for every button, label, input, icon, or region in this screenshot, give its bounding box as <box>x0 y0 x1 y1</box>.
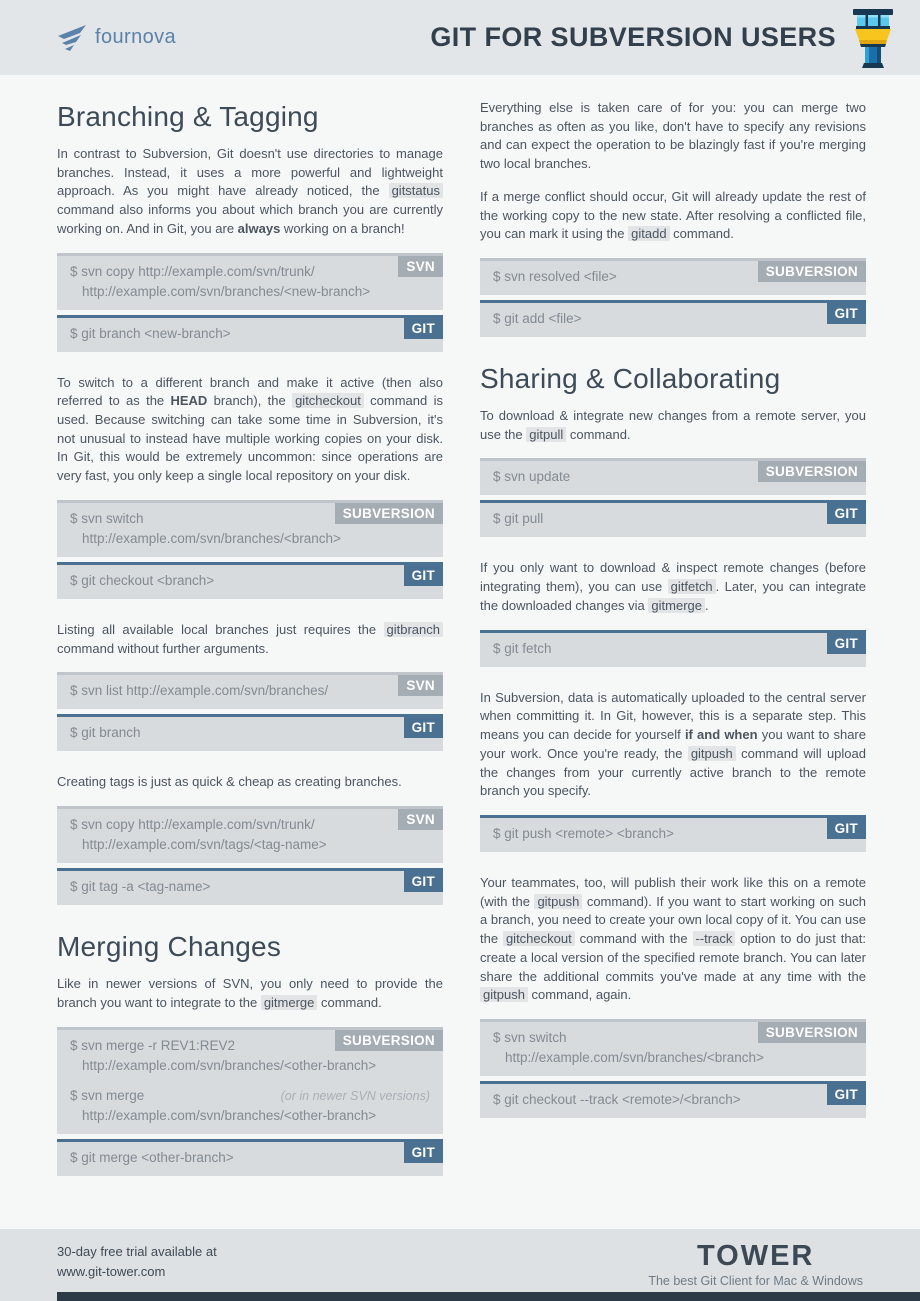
code-line <box>70 1148 430 1168</box>
text-run: command with the <box>574 931 693 947</box>
command-text: $ git branch <new-branch> <box>70 325 231 341</box>
text-run: you want to share your work. Once you're ready, the <box>480 727 866 761</box>
paragraph <box>480 407 866 444</box>
git-badge: GIT <box>404 1142 443 1163</box>
code-line <box>70 1106 430 1126</box>
fournova-bird-icon <box>57 24 89 52</box>
text-run: In Subversion, data is automatically uploaded to the central server when committing it. In Git, however, this is a separate step. This means you can decide for yourself <box>480 689 866 743</box>
code-block-git <box>57 714 443 751</box>
svn-badge: SUBVERSION <box>335 503 443 524</box>
git-badge: GIT <box>827 503 866 524</box>
code-block-git <box>57 868 443 905</box>
command-text: $ svn update <box>493 469 571 485</box>
trial-url: www.git-tower.com <box>57 1263 166 1279</box>
git-badge: GIT <box>827 818 866 839</box>
bold-text: always <box>237 220 281 236</box>
code-block-git <box>57 1139 443 1176</box>
code-line <box>493 1048 853 1068</box>
text-run: command. <box>566 426 631 442</box>
git-badge: GIT <box>404 565 443 586</box>
section-heading: Sharing & Collaborating <box>480 363 781 395</box>
command-text: $ git push <remote> <branch> <box>493 825 674 841</box>
code-block-svn <box>57 806 443 863</box>
header <box>0 0 920 75</box>
text-run: command. <box>669 226 734 242</box>
command-text: $ git fetch <box>493 640 552 656</box>
header-title-group <box>430 8 894 68</box>
code-block-svn <box>480 458 866 495</box>
svn-badge: SUBVERSION <box>335 1030 443 1051</box>
text-run: . Later, you can integrate the downloaded changes via <box>480 579 866 613</box>
command-text: $ svn resolved <file> <box>493 269 617 285</box>
code-block-svn <box>57 253 443 310</box>
footer <box>0 1229 920 1301</box>
left-column <box>57 99 443 1198</box>
code-line <box>70 262 430 282</box>
command-text: http://example.com/svn/branches/<new-branch> <box>82 283 371 299</box>
page-title: GIT FOR SUBVERSION USERS <box>430 22 836 52</box>
inline-code: gitadd <box>628 226 669 241</box>
command-text: $ svn copy http://example.com/svn/trunk/ <box>70 263 315 279</box>
inline-code: gitfetch <box>668 579 716 594</box>
code-block-svn <box>480 258 866 295</box>
code-line <box>70 324 430 344</box>
code-block-svn <box>57 1027 443 1134</box>
paragraph <box>57 773 443 792</box>
inline-code: gitstatus <box>389 183 443 198</box>
text-run: . <box>704 597 709 613</box>
code-line <box>70 1086 430 1106</box>
code-line <box>493 639 853 659</box>
paragraph <box>57 621 443 658</box>
trial-line1: 30-day free trial available at <box>57 1244 217 1259</box>
code-block-git <box>480 300 866 337</box>
code-line <box>493 509 853 529</box>
paragraph <box>57 145 443 239</box>
code-line <box>70 681 430 701</box>
code-line <box>70 529 430 549</box>
text-run: command will upload the changes from your currently active branch to the remote branch you specify. <box>480 745 866 799</box>
code-line <box>493 1090 853 1110</box>
svn-badge: SVN <box>398 675 443 696</box>
command-text: $ git pull <box>493 511 544 527</box>
tower-icon <box>852 8 894 68</box>
brand-name: fournova <box>95 26 177 48</box>
text-run: Like in newer versions of SVN, you only need to provide the branch you want to integrate to the <box>57 976 443 1010</box>
code-block-svn <box>480 1019 866 1076</box>
text-run: command. <box>317 994 382 1010</box>
code-block-git <box>480 815 866 852</box>
code-block-git <box>57 562 443 599</box>
code-line <box>493 309 853 329</box>
text-run: working on a branch! <box>280 220 405 236</box>
git-badge: GIT <box>404 717 443 738</box>
paragraph <box>480 188 866 244</box>
right-column <box>480 99 866 1198</box>
inline-code: gitcheckout <box>503 931 575 946</box>
git-badge: GIT <box>827 303 866 324</box>
code-line <box>70 877 430 897</box>
code-block-svn <box>57 672 443 709</box>
paragraph <box>480 689 866 801</box>
inline-code: --track <box>693 931 736 946</box>
command-text: $ git checkout <branch> <box>70 572 215 588</box>
code-line <box>70 1056 430 1076</box>
git-badge: GIT <box>827 1084 866 1105</box>
command-text: http://example.com/svn/branches/<other-branch> <box>82 1057 377 1073</box>
bold-text: if and when <box>684 727 758 743</box>
command-text: $ svn list http://example.com/svn/branches/ <box>70 683 329 699</box>
paragraph <box>480 874 866 1005</box>
command-text: $ git add <file> <box>493 311 582 327</box>
code-line <box>70 723 430 743</box>
text-run: option to do just that: create a local version of the specified remote branch. You can later share the additional commits you've made at any time with the <box>480 931 867 984</box>
inline-code: gitpush <box>688 746 736 761</box>
paragraph <box>57 374 443 486</box>
text-run: Your teammates, too, will publish their work like this on a remote (with the <box>480 874 866 909</box>
code-block-git <box>480 1081 866 1118</box>
text-run: command is used. Because switching can take some time in Subversion, it's not unusual to instead have multiple working copies on your disk. In Git, this would be extremely uncommon: since operations are very fast, you only keep a single local repository on your disk. <box>57 393 443 484</box>
bold-text: HEAD <box>170 393 208 409</box>
text-run: Listing all available local branches just requires the <box>57 621 384 637</box>
inline-code: gitpull <box>526 427 566 442</box>
paragraph <box>480 559 866 615</box>
command-text: $ svn merge -r REV1:REV2 <box>70 1037 236 1053</box>
command-text: http://example.com/svn/branches/<branch> <box>505 1049 764 1065</box>
text-run: Creating tags is just as quick & cheap as creating branches. <box>57 774 402 790</box>
text-run: To switch to a different branch and make it active (then also referred to as the <box>57 374 443 409</box>
footer-stripe <box>57 1292 920 1301</box>
tower-brand <box>648 1242 863 1288</box>
text-run: In contrast to Subversion, Git doesn't use directories to manage branches. Instead, it uses a more powerful and lightweight approach. As you might have already noticed, the <box>57 146 443 199</box>
inline-code: gitcheckout <box>292 393 364 408</box>
inline-code: gitpush <box>480 987 528 1002</box>
command-text: $ svn merge <box>70 1087 145 1103</box>
command-text: http://example.com/svn/tags/<tag-name> <box>82 837 327 853</box>
tower-logo-text: TOWER <box>696 1240 815 1272</box>
command-text: $ svn switch <box>70 510 144 526</box>
code-line <box>493 824 853 844</box>
svn-badge: SUBVERSION <box>758 461 866 482</box>
command-text: http://example.com/svn/branches/<other-branch> <box>82 1107 377 1123</box>
paragraph <box>57 975 443 1012</box>
code-block-svn <box>57 500 443 557</box>
code-note: (or in newer SVN versions) <box>280 1088 430 1103</box>
brand <box>57 24 176 52</box>
git-badge: GIT <box>404 318 443 339</box>
command-text: http://example.com/svn/branches/<branch> <box>82 530 341 546</box>
code-line <box>70 282 430 302</box>
text-run: Everything else is taken care of for you: you can merge two branches as often as you like, don't have to specify any revisions and can expect the operation to be blazingly fast if you're merging two local branches. <box>480 100 866 172</box>
command-text: $ git merge <other-branch> <box>70 1149 234 1165</box>
tower-tagline: The best Git Client for Mac & Windows <box>648 1274 863 1288</box>
text-run: command, again. <box>527 987 632 1003</box>
code-line <box>70 815 430 835</box>
command-text: $ git checkout --track <remote>/<branch> <box>493 1091 741 1107</box>
code-block-git <box>480 500 866 537</box>
text-run: command). If you want to start working on such a branch, you need to create your own local copy of it. You can use the <box>480 893 866 947</box>
trial-info <box>57 1242 217 1281</box>
git-badge: GIT <box>404 871 443 892</box>
command-text: $ git branch <box>70 725 141 741</box>
inline-code: gitmerge <box>648 598 705 613</box>
section-heading: Merging Changes <box>57 931 282 963</box>
inline-code: gitbranch <box>384 622 443 637</box>
code-block-git <box>57 315 443 352</box>
inline-code: gitpush <box>534 894 582 909</box>
text-run: To download & integrate new changes from a remote server, you use the <box>480 408 866 442</box>
svn-badge: SVN <box>398 809 443 830</box>
svn-badge: SUBVERSION <box>758 261 866 282</box>
text-run: If you only want to download & inspect remote changes (before integrating them), you can use <box>480 560 866 595</box>
command-text: $ git tag -a <tag-name> <box>70 879 211 895</box>
command-text: $ svn switch <box>493 1029 567 1045</box>
svn-badge: SUBVERSION <box>758 1022 866 1043</box>
svn-badge: SVN <box>398 256 443 277</box>
inline-code: gitmerge <box>261 995 318 1010</box>
text-run: If a merge conflict should occur, Git will already update the rest of the working copy to the new state. After resolving a conflicted file, you can mark it using the <box>480 188 866 242</box>
text-run: command without further arguments. <box>57 640 269 656</box>
paragraph <box>480 99 866 174</box>
section-heading: Branching & Tagging <box>57 101 319 132</box>
command-text: $ svn copy http://example.com/svn/trunk/ <box>70 817 315 833</box>
git-badge: GIT <box>827 633 866 654</box>
code-line <box>70 571 430 591</box>
text-run: command also informs you about which branch you are currently working on. And in Git, you are <box>57 202 443 236</box>
text-run: branch), the <box>207 393 293 409</box>
code-block-git <box>480 630 866 667</box>
content <box>0 75 920 1198</box>
code-line <box>70 835 430 855</box>
